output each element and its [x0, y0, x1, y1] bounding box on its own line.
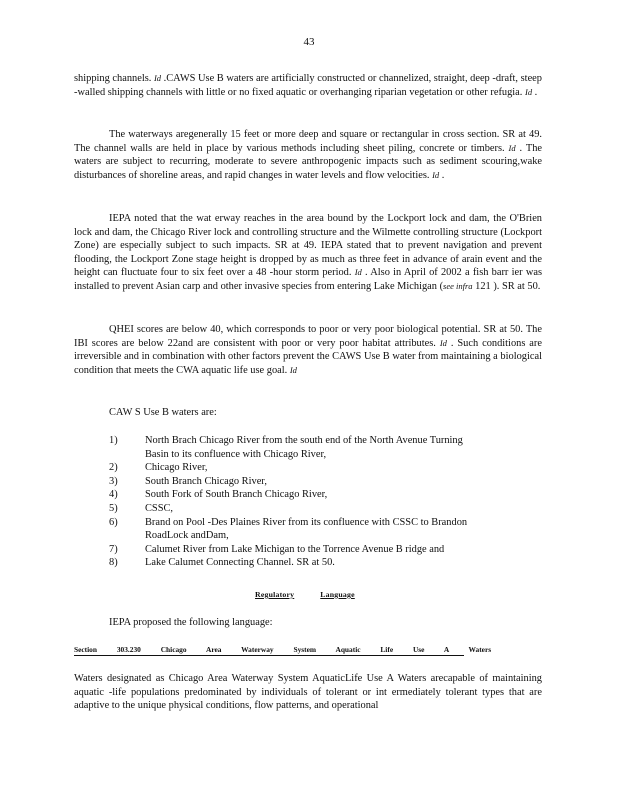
citation-id: Id — [439, 337, 447, 348]
list-item-text: Chicago River, — [145, 462, 208, 474]
text-run: . — [439, 169, 445, 181]
paragraph-lockport-zone — [74, 212, 542, 294]
paragraph-qhei-scores — [74, 323, 542, 377]
section-303-230-title: Section 303.230 Chicago Area Waterway System Aquatic Life Use A Waters — [74, 645, 492, 654]
text-run: . — [532, 86, 538, 98]
citation-id: Id — [354, 267, 362, 278]
text-run: 121 ). SR at 50. — [472, 280, 541, 292]
list-item-text: Brand on Pool -Des Plaines River from its confluence with CSSC to Brandon RoadLock andDam, — [145, 516, 468, 542]
list-item-text: North Brach Chicago River from the south end of the North Avenue Turning Basin to its confluence with Chicago River, — [145, 435, 463, 460]
list-item-text: CSSC, — [145, 502, 174, 514]
heading-word-regulatory: Regulatory — [255, 590, 295, 599]
paragraph-waterways-depth — [74, 128, 542, 182]
list-item — [109, 475, 489, 489]
list-item — [109, 488, 489, 502]
text-run: . The waters are subject to recurring, moderate to severe anthropogenic impacts such as sediment scouring,wake disturbances of shoreline areas, and rapid changes in water levels and flow velocities. — [74, 142, 542, 181]
text-run: The waterways aregenerally 15 feet or more deep and square or rectangular in cross section. SR at 49. The channel walls are held in place by various methods including sheet piling, concrete or timbers. — [74, 129, 542, 154]
list-item-number: 4) — [109, 489, 118, 501]
list-item-text: Calumet River from Lake Michigan to the Torrence Avenue B ridge and — [145, 543, 445, 555]
citation-id: Id — [289, 364, 297, 375]
citation-id: Id — [508, 142, 516, 153]
text-run: IEPA noted that the wat erway reaches in the area bound by the Lockport lock and dam, the O'Brien lock and dam, the Chicago River lock and controlling structure and the Wilmette controlling structure (Lockport Zone) are especially subject to such impacts. SR at 49. IEPA stated that to prevent navigation and prevent flooding, the Lockport Zone stage height is dropped by as much as three feet in advance of arain event and the height can fluctuate four to six feet over a 48 -hour storm period. — [74, 213, 542, 279]
list-item — [109, 502, 489, 516]
list-item-text: South Branch Chicago River, — [145, 475, 267, 487]
list-intro: CAW S Use B waters are: — [109, 407, 217, 418]
list-item — [109, 556, 489, 570]
text-run: shipping channels. — [74, 73, 154, 84]
section-heading-regulatory-language — [255, 590, 355, 599]
citation-id: Id — [432, 169, 440, 180]
list-item — [109, 543, 489, 557]
proposal-intro: IEPA proposed the following language: — [109, 617, 273, 628]
list-item-text: South Fork of South Branch Chicago River, — [145, 489, 328, 501]
list-item-number: 5) — [109, 502, 118, 514]
citation-see-infra: see infra — [443, 280, 473, 291]
text-run: QHEI scores are below 40, which corresponds to poor or very poor biological potential. SR at 50. The IBI scores are below 22and are consistent with poor or very poor habitat attributes. — [74, 324, 542, 349]
citation-id: Id — [524, 86, 533, 97]
list-item-number: 1) — [109, 435, 118, 446]
citation-id: Id — [153, 73, 162, 83]
list-item-number: 3) — [109, 475, 118, 487]
paragraph-shipping-channels — [74, 72, 542, 99]
text-run: .CAWS Use B waters are artificially constructed or channelized, straight, deep -draft, steep -walled shipping channels with little or no fixed aquatic or overhanging riparian vegetation or other refugia. — [74, 73, 542, 98]
heading-word-language: Language — [320, 590, 355, 599]
list-item-number: 7) — [109, 543, 118, 555]
paragraph-use-a-waters-definition: Waters designated as Chicago Area Waterway System AquaticLife Use A Waters arecapable of maintaining aquatic -life populations predominated by individuals of tolerant or int ermediately tolerant types that are adaptive to the unique physical conditions, flow patterns, and operational — [74, 673, 542, 712]
list-item — [109, 434, 489, 461]
text-run: . Such conditions are irreversible and in combination with other factors prevent the CAWS Use B water from maintaining a biological condition that meets the CWA aquatic life use goal. — [74, 337, 542, 376]
caws-use-b-waters-list — [109, 434, 489, 570]
list-item-number: 2) — [109, 462, 118, 474]
page-number: 43 — [303, 36, 315, 48]
list-item — [109, 516, 489, 543]
list-item-text: Lake Calumet Connecting Channel. SR at 50. — [145, 557, 335, 569]
list-item-number: 6) — [109, 516, 118, 528]
list-item — [109, 461, 489, 475]
text-run: . Also in April of 2002 a fish barr ier was installed to prevent Asian carp and other invasive species from entering Lake Michigan ( — [74, 267, 542, 292]
list-item-number: 8) — [109, 557, 118, 569]
